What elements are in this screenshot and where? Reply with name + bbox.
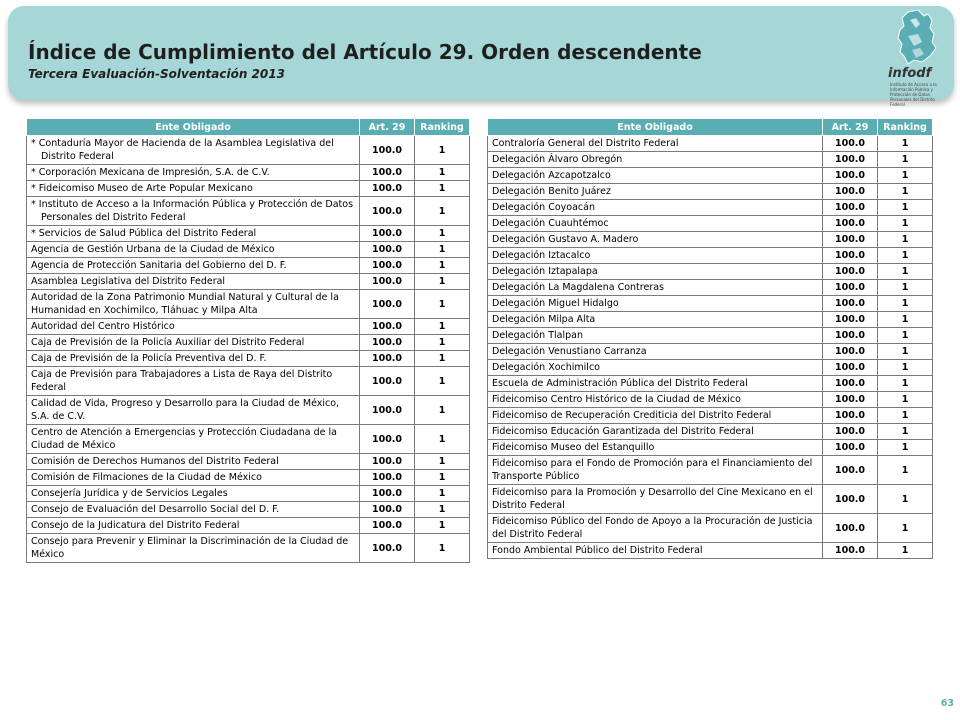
table-row (488, 440, 933, 456)
compliance-table-left (26, 118, 470, 563)
ranking-value: 1 (415, 335, 470, 351)
table-header-row (27, 119, 470, 136)
table-row (27, 197, 470, 226)
ranking-value: 1 (878, 514, 933, 543)
entity-name: Delegación Miguel Hidalgo (492, 298, 619, 309)
entity-name: * Contaduría Mayor de Hacienda de la Asamblea Legislativa del Distrito Federal (31, 138, 334, 162)
entity-name: Delegación Benito Juárez (492, 186, 611, 197)
ranking-value: 1 (878, 392, 933, 408)
article-29-score: 100.0 (360, 165, 415, 181)
entity-name: * Servicios de Salud Pública del Distrito Federal (31, 228, 257, 239)
entity-name: * Corporación Mexicana de Impresión, S.A. de C.V. (31, 167, 270, 178)
entity-name: Consejo de la Judicatura del Distrito Federal (31, 520, 240, 531)
entity-name-cell (488, 514, 823, 543)
table-row (488, 248, 933, 264)
article-29-score: 100.0 (360, 486, 415, 502)
ranking-value: 1 (415, 425, 470, 454)
table-row (27, 534, 470, 563)
ranking-value: 1 (878, 264, 933, 280)
entity-name: Delegación Gustavo A. Madero (492, 234, 639, 245)
ranking-value: 1 (878, 543, 933, 559)
table-row (27, 181, 470, 197)
entity-name: Fondo Ambiental Público del Distrito Federal (492, 545, 703, 556)
article-29-score: 100.0 (823, 440, 878, 456)
page-subtitle: Tercera Evaluación-Solventación 2013 (28, 67, 285, 81)
entity-name: Delegación Cuauhtémoc (492, 218, 609, 229)
ranking-value: 1 (878, 344, 933, 360)
table-row (488, 328, 933, 344)
entity-name: Centro de Atención a Emergencias y Protección Ciudadana de la Ciudad de México (31, 427, 337, 451)
ranking-value: 1 (878, 168, 933, 184)
table-row (27, 136, 470, 165)
column-header-article: Art. 29 (360, 119, 415, 136)
entity-name-cell (488, 232, 823, 248)
ranking-value: 1 (415, 319, 470, 335)
article-29-score: 100.0 (823, 168, 878, 184)
ranking-value: 1 (415, 136, 470, 165)
entity-name-cell (488, 456, 823, 485)
table-row (27, 165, 470, 181)
column-header-entity: Ente Obligado (27, 119, 360, 136)
entity-name: Fideicomiso Centro Histórico de la Ciudad de México (492, 394, 741, 405)
ranking-value: 1 (415, 181, 470, 197)
infodf-logo (878, 6, 954, 107)
entity-name: Delegación Azcapotzalco (492, 170, 611, 181)
entity-name-cell (27, 396, 360, 425)
table-row (488, 296, 933, 312)
table-row (27, 274, 470, 290)
article-29-score: 100.0 (823, 280, 878, 296)
article-29-score: 100.0 (360, 396, 415, 425)
ranking-value: 1 (415, 274, 470, 290)
entity-name-cell (27, 470, 360, 486)
article-29-score: 100.0 (360, 274, 415, 290)
entity-name-cell (488, 392, 823, 408)
entity-name-cell (27, 534, 360, 563)
entity-name-cell (488, 136, 823, 152)
entity-name-cell (488, 200, 823, 216)
table-row (27, 367, 470, 396)
title-banner (8, 6, 954, 100)
table-row (27, 351, 470, 367)
ranking-value: 1 (415, 502, 470, 518)
ranking-value: 1 (415, 290, 470, 319)
entity-name: Autoridad del Centro Histórico (31, 321, 175, 332)
ranking-value: 1 (878, 296, 933, 312)
table-row (27, 502, 470, 518)
table-row (488, 216, 933, 232)
entity-name: * Instituto de Acceso a la Información Pública y Protección de Datos Personales del Distrito Federal (31, 199, 354, 223)
entity-name: Consejería Jurídica y de Servicios Legales (31, 488, 228, 499)
entity-name: Contraloría General del Distrito Federal (492, 138, 679, 149)
article-29-score: 100.0 (360, 351, 415, 367)
entity-name: Consejo de Evaluación del Desarrollo Social del D. F. (31, 504, 280, 515)
entity-name-cell (488, 152, 823, 168)
mexico-city-map-icon (878, 6, 954, 68)
article-29-score: 100.0 (360, 367, 415, 396)
article-29-score: 100.0 (360, 181, 415, 197)
entity-name-cell (488, 248, 823, 264)
table-row (27, 396, 470, 425)
table-row (27, 226, 470, 242)
entity-name-cell (27, 367, 360, 396)
entity-name: Caja de Previsión de la Policía Auxiliar del Distrito Federal (31, 337, 305, 348)
article-29-score: 100.0 (360, 319, 415, 335)
ranking-value: 1 (878, 485, 933, 514)
entity-name: Delegación Venustiano Carranza (492, 346, 647, 357)
entity-name: Delegación Tlalpan (492, 330, 583, 341)
entity-name-cell (488, 344, 823, 360)
table-row (27, 242, 470, 258)
ranking-value: 1 (415, 165, 470, 181)
article-29-score: 100.0 (360, 470, 415, 486)
entity-name-cell (488, 328, 823, 344)
article-29-score: 100.0 (823, 456, 878, 485)
entity-name-cell (488, 296, 823, 312)
article-29-score: 100.0 (360, 502, 415, 518)
ranking-value: 1 (878, 456, 933, 485)
article-29-score: 100.0 (823, 408, 878, 424)
entity-name: Fideicomiso para el Fondo de Promoción para el Financiamiento del Transporte Público (492, 458, 813, 482)
entity-name: Agencia de Protección Sanitaria del Gobierno del D. F. (31, 260, 287, 271)
ranking-value: 1 (415, 396, 470, 425)
ranking-value: 1 (415, 518, 470, 534)
entity-name: Agencia de Gestión Urbana de la Ciudad de México (31, 244, 275, 255)
logo-fine-print: Instituto de Acceso a la Información Pública y Protección de Datos Personales del Distrito Federal (890, 82, 937, 107)
entity-name: Delegación Iztacalco (492, 250, 591, 261)
entity-name-cell (27, 226, 360, 242)
entity-name: Fideicomiso Público del Fondo de Apoyo a la Procuración de Justicia del Distrito Federal (492, 516, 813, 540)
page-title: Índice de Cumplimiento del Artículo 29. Orden descendente (28, 40, 702, 64)
ranking-value: 1 (415, 226, 470, 242)
table-row (488, 184, 933, 200)
ranking-value: 1 (878, 408, 933, 424)
table-row (27, 470, 470, 486)
article-29-score: 100.0 (360, 242, 415, 258)
ranking-value: 1 (878, 280, 933, 296)
article-29-score: 100.0 (823, 200, 878, 216)
entity-name-cell (27, 242, 360, 258)
entity-name-cell (27, 502, 360, 518)
table-row (488, 485, 933, 514)
table-row (27, 425, 470, 454)
entity-name-cell (488, 184, 823, 200)
entity-name: Escuela de Administración Pública del Distrito Federal (492, 378, 748, 389)
entity-name: Fideicomiso para la Promoción y Desarrollo del Cine Mexicano en el Distrito Federal (492, 487, 813, 511)
table-row (488, 543, 933, 559)
entity-name-cell (27, 454, 360, 470)
article-29-score: 100.0 (360, 258, 415, 274)
ranking-value: 1 (878, 248, 933, 264)
table-row (27, 319, 470, 335)
entity-name: Calidad de Vida, Progreso y Desarrollo para la Ciudad de México, S.A. de C.V. (31, 398, 340, 422)
table-row (488, 200, 933, 216)
entity-name: * Fideicomiso Museo de Arte Popular Mexicano (31, 183, 253, 194)
table-row (27, 518, 470, 534)
ranking-value: 1 (415, 242, 470, 258)
table-row (488, 408, 933, 424)
column-header-ranking: Ranking (415, 119, 470, 136)
article-29-score: 100.0 (823, 543, 878, 559)
entity-name-cell (488, 280, 823, 296)
entity-name: Asamblea Legislativa del Distrito Federal (31, 276, 226, 287)
ranking-value: 1 (878, 200, 933, 216)
table-row (488, 376, 933, 392)
table-row (488, 264, 933, 280)
ranking-value: 1 (415, 486, 470, 502)
entity-name-cell (488, 360, 823, 376)
table-row (488, 392, 933, 408)
article-29-score: 100.0 (823, 152, 878, 168)
entity-name: Caja de Previsión de la Policía Preventiva del D. F. (31, 353, 267, 364)
logo-wordmark: infodf (888, 66, 932, 81)
ranking-value: 1 (415, 454, 470, 470)
table-row (488, 136, 933, 152)
compliance-table-right (487, 118, 933, 559)
article-29-score: 100.0 (823, 392, 878, 408)
entity-name-cell (27, 258, 360, 274)
entity-name: Autoridad de la Zona Patrimonio Mundial Natural y Cultural de la Humanidad en Xochimilco, Tláhuac y Milpa Alta (31, 292, 339, 316)
ranking-value: 1 (878, 184, 933, 200)
article-29-score: 100.0 (823, 514, 878, 543)
article-29-score: 100.0 (823, 312, 878, 328)
page-number: 63 (940, 698, 954, 709)
entity-name-cell (27, 136, 360, 165)
table-row (488, 280, 933, 296)
entity-name: Comisión de Filmaciones de la Ciudad de México (31, 472, 262, 483)
entity-name: Delegación Milpa Alta (492, 314, 596, 325)
entity-name-cell (27, 319, 360, 335)
ranking-value: 1 (878, 152, 933, 168)
table-row (27, 335, 470, 351)
article-29-score: 100.0 (823, 232, 878, 248)
ranking-value: 1 (878, 136, 933, 152)
entity-name-cell (488, 264, 823, 280)
table-header-row (488, 119, 933, 136)
table-row (488, 360, 933, 376)
article-29-score: 100.0 (823, 296, 878, 312)
article-29-score: 100.0 (823, 136, 878, 152)
article-29-score: 100.0 (360, 425, 415, 454)
entity-name: Delegación Coyoacán (492, 202, 595, 213)
ranking-value: 1 (415, 351, 470, 367)
article-29-score: 100.0 (823, 376, 878, 392)
article-29-score: 100.0 (823, 485, 878, 514)
column-header-entity: Ente Obligado (488, 119, 823, 136)
article-29-score: 100.0 (360, 518, 415, 534)
ranking-value: 1 (878, 232, 933, 248)
entity-name-cell (488, 408, 823, 424)
ranking-value: 1 (415, 534, 470, 563)
article-29-score: 100.0 (823, 344, 878, 360)
ranking-value: 1 (415, 367, 470, 396)
article-29-score: 100.0 (823, 328, 878, 344)
ranking-value: 1 (878, 376, 933, 392)
table-row (488, 168, 933, 184)
article-29-score: 100.0 (823, 184, 878, 200)
article-29-score: 100.0 (823, 360, 878, 376)
entity-name-cell (488, 440, 823, 456)
ranking-value: 1 (878, 216, 933, 232)
entity-name: Consejo para Prevenir y Eliminar la Discriminación de la Ciudad de México (31, 536, 349, 560)
table-row (488, 152, 933, 168)
ranking-value: 1 (878, 360, 933, 376)
entity-name: Delegación La Magdalena Contreras (492, 282, 665, 293)
entity-name: Caja de Previsión para Trabajadores a Lista de Raya del Distrito Federal (31, 369, 333, 393)
article-29-score: 100.0 (360, 136, 415, 165)
table-row (488, 232, 933, 248)
entity-name-cell (27, 486, 360, 502)
entity-name-cell (488, 424, 823, 440)
article-29-score: 100.0 (360, 454, 415, 470)
ranking-value: 1 (415, 197, 470, 226)
table-row (488, 514, 933, 543)
entity-name: Delegación Iztapalapa (492, 266, 598, 277)
entity-name: Fideicomiso Educación Garantizada del Distrito Federal (492, 426, 754, 437)
article-29-score: 100.0 (823, 424, 878, 440)
ranking-value: 1 (878, 312, 933, 328)
table-row (488, 424, 933, 440)
entity-name-cell (27, 425, 360, 454)
article-29-score: 100.0 (823, 264, 878, 280)
table-row (488, 312, 933, 328)
table-row (488, 344, 933, 360)
entity-name: Fideicomiso Museo del Estanquillo (492, 442, 655, 453)
entity-name: Comisión de Derechos Humanos del Distrito Federal (31, 456, 279, 467)
entity-name: Delegación Álvaro Obregón (492, 154, 623, 165)
ranking-value: 1 (415, 258, 470, 274)
entity-name-cell (27, 351, 360, 367)
ranking-value: 1 (878, 328, 933, 344)
entity-name-cell (488, 376, 823, 392)
article-29-score: 100.0 (360, 534, 415, 563)
entity-name-cell (27, 197, 360, 226)
table-row (27, 258, 470, 274)
entity-name: Delegación Xochimilco (492, 362, 600, 373)
article-29-score: 100.0 (360, 226, 415, 242)
table-row (27, 486, 470, 502)
entity-name-cell (27, 290, 360, 319)
article-29-score: 100.0 (360, 197, 415, 226)
entity-name-cell (488, 543, 823, 559)
ranking-value: 1 (878, 440, 933, 456)
column-header-article: Art. 29 (823, 119, 878, 136)
article-29-score: 100.0 (360, 290, 415, 319)
article-29-score: 100.0 (823, 216, 878, 232)
entity-name-cell (27, 274, 360, 290)
ranking-value: 1 (878, 424, 933, 440)
entity-name-cell (27, 181, 360, 197)
ranking-value: 1 (415, 470, 470, 486)
entity-name: Fideicomiso de Recuperación Crediticia del Distrito Federal (492, 410, 772, 421)
entity-name-cell (27, 165, 360, 181)
table-row (488, 456, 933, 485)
entity-name-cell (27, 518, 360, 534)
article-29-score: 100.0 (823, 248, 878, 264)
column-header-ranking: Ranking (878, 119, 933, 136)
entity-name-cell (488, 485, 823, 514)
table-row (27, 290, 470, 319)
entity-name-cell (488, 216, 823, 232)
table-row (27, 454, 470, 470)
entity-name-cell (488, 168, 823, 184)
entity-name-cell (27, 335, 360, 351)
entity-name-cell (488, 312, 823, 328)
article-29-score: 100.0 (360, 335, 415, 351)
